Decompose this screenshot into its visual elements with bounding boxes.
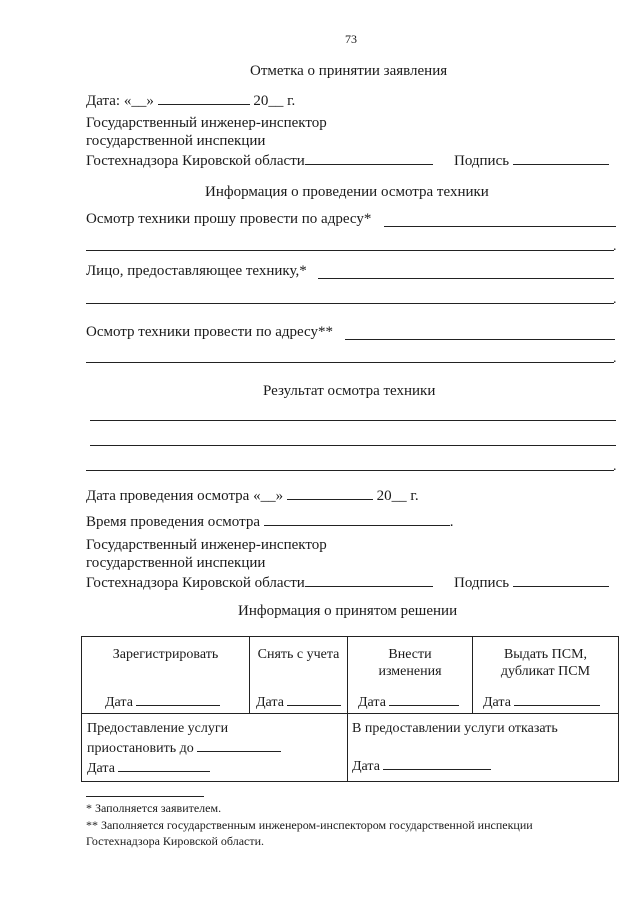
decision-cell-register[interactable]: [82, 637, 250, 714]
person-field-line2[interactable]: [86, 303, 614, 304]
refuse-label: В предоставлении услуги отказать: [352, 721, 558, 736]
register-date-row: [105, 691, 220, 711]
suspend-label-line1: Предоставление услуги: [87, 721, 229, 736]
register-label: Зарегистрировать: [112, 647, 219, 662]
result-signature-row: [454, 572, 609, 592]
refuse-date-label: Дата: [352, 759, 380, 774]
result-inspector-line2: государственной инспекции: [86, 555, 266, 571]
changes-date-field[interactable]: [389, 691, 459, 706]
page-number: 73: [345, 32, 357, 46]
acceptance-inspector-name-field[interactable]: [305, 150, 433, 165]
acceptance-inspector-line2: государственной инспекции: [86, 133, 266, 149]
footnote-separator: [86, 796, 204, 797]
acceptance-inspector-line3-row: [86, 150, 433, 170]
register-date-field[interactable]: [136, 691, 220, 706]
decision-cell-refuse[interactable]: [348, 714, 619, 782]
acceptance-title: Отметка о принятии заявления: [250, 63, 448, 79]
inspection-result-title: Результат осмотра техники: [263, 383, 436, 399]
result-inspector-line3-row: [86, 572, 433, 592]
conduct-address-period: .: [613, 351, 617, 366]
inspection-info-title: Информация о проведении осмотра техники: [205, 184, 489, 200]
deregister-date-row: [256, 691, 341, 711]
result-date-row: [86, 485, 419, 505]
acceptance-year: 20__ г.: [253, 93, 296, 109]
refuse-date-row: [352, 755, 491, 775]
person-label: Лицо, предоставляющее технику,*: [86, 263, 307, 279]
result-time-period: .: [449, 514, 454, 530]
address-field-line2[interactable]: [86, 250, 614, 251]
result-date-label: Дата проведения осмотра «__»: [86, 488, 284, 504]
footnote-2-line2: Гостехнадзора Кировской области.: [86, 834, 265, 848]
decision-table: [81, 636, 619, 782]
result-period: .: [613, 459, 617, 474]
result-time-label: Время проведения осмотра: [86, 514, 261, 530]
decision-cell-suspend[interactable]: [82, 714, 348, 782]
result-field-line1[interactable]: [90, 420, 616, 421]
conduct-address-field[interactable]: [345, 339, 615, 340]
suspend-date-row: [87, 757, 347, 777]
address-field[interactable]: [384, 226, 616, 227]
result-field-line3[interactable]: [86, 470, 614, 471]
decision-cell-changes[interactable]: [348, 637, 473, 714]
address-label: Осмотр техники прошу провести по адресу*: [86, 211, 372, 227]
decision-cell-issue-psm[interactable]: [473, 637, 619, 714]
refuse-date-field[interactable]: [383, 755, 491, 770]
acceptance-signature-label: Подпись: [454, 153, 510, 169]
result-year: 20__ г.: [376, 488, 419, 504]
changes-date-row: [358, 691, 459, 711]
suspend-label-line2-row: [87, 737, 347, 757]
suspend-date-field[interactable]: [118, 757, 210, 772]
decision-title: Информация о принятом решении: [238, 603, 458, 619]
result-field-line2[interactable]: [90, 445, 616, 446]
conduct-address-label: Осмотр техники провести по адресу**: [86, 324, 334, 340]
deregister-label: Снять с учета: [257, 647, 340, 662]
address-period: .: [613, 239, 617, 254]
person-field[interactable]: [318, 278, 614, 279]
acceptance-inspector-line3: Гостехнадзора Кировской области: [86, 153, 305, 169]
footnote-1: * Заполняется заявителем.: [86, 801, 222, 815]
issue-psm-label-line2: дубликат ПСМ: [500, 664, 591, 679]
deregister-date-label: Дата: [256, 695, 284, 710]
result-month-field[interactable]: [287, 485, 373, 500]
deregister-date-field[interactable]: [287, 691, 341, 706]
result-signature-label: Подпись: [454, 575, 510, 591]
register-date-label: Дата: [105, 695, 133, 710]
suspend-until-field[interactable]: [197, 737, 281, 752]
acceptance-inspector-line1: Государственный инженер-инспектор: [86, 115, 327, 131]
result-time-field[interactable]: [264, 511, 450, 526]
acceptance-month-field[interactable]: [158, 90, 250, 105]
suspend-label-line2: приостановить до: [87, 741, 194, 756]
changes-label-line1: Внести: [388, 647, 432, 662]
result-time-row: [86, 511, 454, 531]
acceptance-date-row: [86, 90, 295, 110]
result-inspector-line3: Гостехнадзора Кировской области: [86, 575, 305, 591]
acceptance-signature-row: [454, 150, 609, 170]
person-period: .: [613, 292, 617, 307]
acceptance-signature-field[interactable]: [513, 150, 609, 165]
acceptance-date-prefix: Дата: «__»: [86, 93, 154, 109]
result-inspector-line1: Государственный инженер-инспектор: [86, 537, 327, 553]
issue-psm-date-row: [483, 691, 600, 711]
conduct-address-field-line2[interactable]: [86, 362, 614, 363]
result-signature-field[interactable]: [513, 572, 609, 587]
issue-psm-date-label: Дата: [483, 695, 511, 710]
changes-date-label: Дата: [358, 695, 386, 710]
footnote-2-line1: ** Заполняется государственным инженером-инспектором государственной инспекции: [86, 818, 533, 832]
changes-label-line2: изменения: [378, 664, 442, 679]
issue-psm-date-field[interactable]: [514, 691, 600, 706]
issue-psm-label-line1: Выдать ПСМ,: [503, 647, 588, 662]
decision-cell-deregister[interactable]: [250, 637, 348, 714]
result-inspector-name-field[interactable]: [305, 572, 433, 587]
suspend-date-label: Дата: [87, 761, 115, 776]
